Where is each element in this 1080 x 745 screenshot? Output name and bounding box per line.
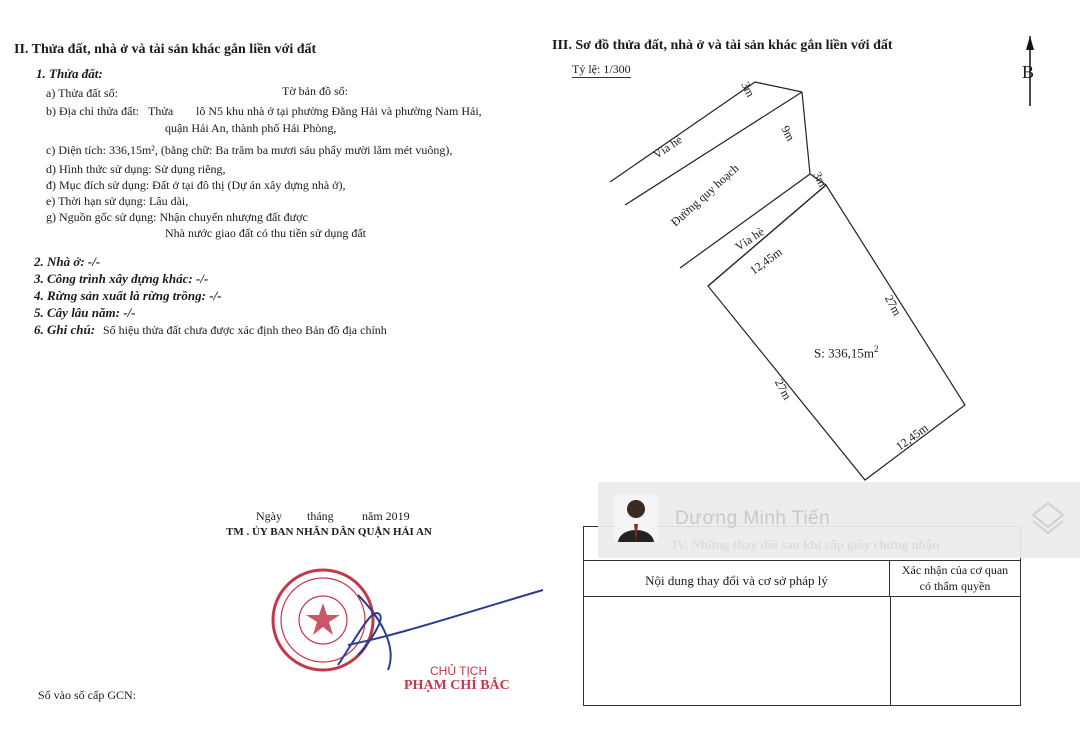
address-line-2: quận Hải An, thành phố Hải Phòng, bbox=[165, 121, 337, 135]
map-no: Tờ bản đồ số: bbox=[282, 84, 349, 98]
authority: TM . ỦY BAN NHÂN DÂN QUẬN HẢI AN bbox=[226, 526, 432, 538]
note-text: Số hiệu thửa đất chưa được xác định theo Bản đồ địa chính bbox=[103, 323, 387, 337]
sidewalk-top-label: Vỉa hè bbox=[650, 132, 685, 162]
sidewalk-bottom-label: Vỉa hè bbox=[732, 224, 767, 254]
address-label: b) Địa chỉ thửa đất: bbox=[46, 104, 140, 118]
house: 2. Nhà ở: -/- bbox=[34, 254, 101, 269]
dim-width-top: 12,45m bbox=[747, 244, 785, 278]
section-iii-title: III. Sơ đồ thửa đất, nhà ở và tài sản khác gắn liền với đất bbox=[552, 38, 893, 53]
chairman-name: PHẠM CHÍ BẮC bbox=[404, 678, 510, 693]
parcel-no: a) Thửa đất số: bbox=[46, 86, 118, 100]
origin-line-2: Nhà nước giao đất có thu tiền sử dụng đất bbox=[165, 226, 366, 240]
register-no: Số vào sổ cấp GCN: bbox=[38, 688, 136, 702]
changes-col-confirm bbox=[890, 561, 1020, 597]
term: e) Thời hạn sử dụng: Lâu dài, bbox=[46, 194, 189, 208]
construction: 3. Công trình xây dựng khác: -/- bbox=[34, 271, 209, 286]
area-superscript: 2 bbox=[873, 344, 879, 354]
dim-length-right: 27m bbox=[881, 292, 905, 318]
chairman-title: CHỦ TỊCH bbox=[430, 664, 488, 678]
north-label: B bbox=[1022, 62, 1035, 82]
dim-width-bottom: 12,45m bbox=[893, 420, 931, 454]
changes-col-divider bbox=[890, 597, 891, 705]
land-diagram bbox=[540, 40, 1080, 500]
watermark-bar bbox=[598, 482, 1080, 558]
avatar bbox=[614, 494, 658, 542]
layers-logo-icon bbox=[1030, 500, 1066, 536]
dim-3m-a: 3m bbox=[738, 79, 758, 100]
date-day: Ngày bbox=[256, 509, 282, 523]
address-line-1b: lô N5 khu nhà ở tại phường Đằng Hải và phường Nam Hải, bbox=[196, 104, 482, 118]
note-label: 6. Ghi chú: bbox=[34, 322, 96, 337]
area-label bbox=[814, 344, 878, 361]
purpose: đ) Mục đích sử dụng: Đất ở tại đô thị (Dự án xây dựng nhà ở), bbox=[46, 178, 346, 192]
scale: Tỷ lệ: 1/300 bbox=[572, 62, 631, 76]
perennial: 5. Cây lâu năm: -/- bbox=[34, 305, 136, 320]
origin-line-1: g) Nguồn gốc sử dụng: Nhận chuyển nhượng đất được bbox=[46, 210, 308, 224]
date-year: năm 2019 bbox=[362, 509, 410, 523]
forest: 4. Rừng sản xuất là rừng trồng: -/- bbox=[34, 288, 222, 303]
address-line-1a: Thửa bbox=[148, 104, 174, 118]
watermark-name: Dương Minh Tiến bbox=[675, 508, 831, 529]
area-text: c) Diện tích: 336,15m², (bằng chữ: Ba trăm ba mươi sáu phẩy mười lăm mét vuông), bbox=[46, 143, 453, 157]
use-form: d) Hình thức sử dụng: Sử dụng riêng, bbox=[46, 162, 226, 176]
changes-col-confirm-1: Xác nhận của cơ quan bbox=[901, 563, 1009, 577]
area-value: S: 336,15m bbox=[814, 345, 874, 361]
dim-length-left: 27m bbox=[771, 376, 795, 402]
date-month: tháng bbox=[307, 509, 334, 523]
road-label: Đường quy hoạch bbox=[668, 161, 742, 230]
dim-9m: 9m bbox=[778, 123, 798, 144]
changes-col-content: Nội dung thay đổi và cơ sở pháp lý bbox=[584, 561, 890, 597]
changes-col-confirm-2: có thẩm quyền bbox=[919, 579, 991, 593]
section-ii-title: II. Thửa đất, nhà ở và tài sản khác gắn liền với đất bbox=[14, 42, 317, 57]
land-heading: 1. Thửa đất: bbox=[36, 66, 103, 81]
dim-3m-b: 3m bbox=[810, 169, 830, 190]
